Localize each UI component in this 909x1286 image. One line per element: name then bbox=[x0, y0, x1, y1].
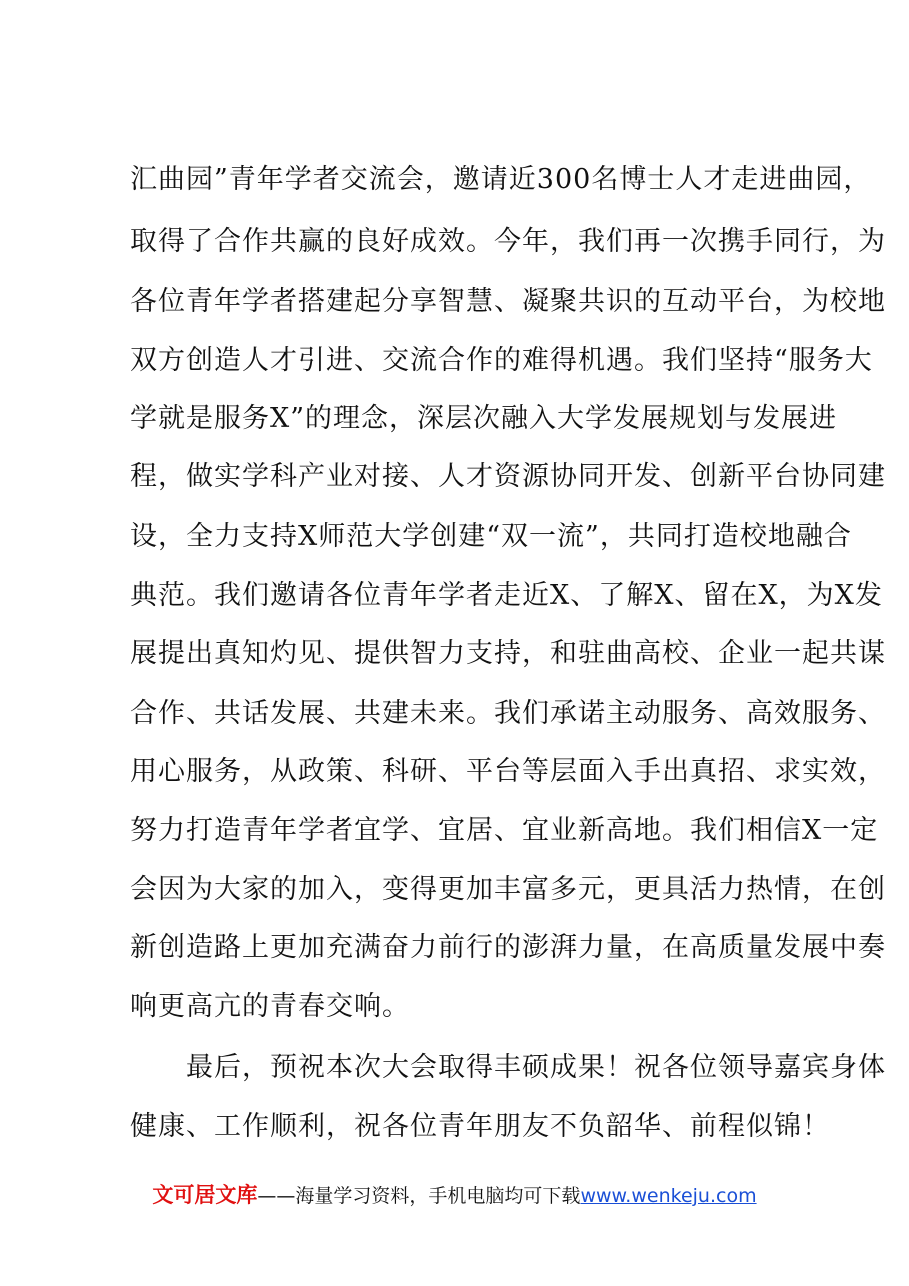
text-line: 各位青年学者搭建起分享智慧、凝聚共识的互动平台，为校地 bbox=[130, 286, 886, 317]
text-line: 用心服务，从政策、科研、平台等层面入手出真招、求实效， bbox=[130, 756, 886, 787]
text-line: 学就是服务X”的理念，深层次融入大学发展规划与发展进 bbox=[130, 403, 838, 434]
text-line: 新创造路上更加充满奋力前行的澎湃力量，在高质量发展中奏 bbox=[130, 932, 886, 963]
footer-website-link[interactable]: www.wenkeju.com bbox=[580, 1185, 757, 1207]
text-line: 响更高亢的青春交响。 bbox=[130, 991, 410, 1022]
text-line: 汇曲园”青年学者交流会，邀请近300名博士人才走进曲园， bbox=[130, 164, 872, 195]
text-line: 展提出真知灼见、提供智力支持，和驻曲高校、企业一起共谋 bbox=[130, 638, 886, 669]
text-line: 双方创造人才引进、交流合作的难得机遇。我们坚持“服务大 bbox=[130, 345, 873, 376]
footer-brand: 文可居文库 bbox=[152, 1183, 258, 1207]
text-line: 取得了合作共赢的良好成效。今年，我们再一次携手同行，为 bbox=[130, 226, 886, 257]
page-footer bbox=[0, 1180, 909, 1211]
text-line: 程，做实学科产业对接、人才资源协同开发、创新平台协同建 bbox=[130, 461, 886, 492]
text-line: 会因为大家的加入，变得更加丰富多元，更具活力热情，在创 bbox=[130, 874, 886, 905]
text-line: 努力打造青年学者宜学、宜居、宜业新高地。我们相信X一定 bbox=[130, 815, 879, 846]
text-line: 健康、工作顺利，祝各位青年朋友不负韶华、前程似锦！ bbox=[130, 1111, 830, 1142]
footer-slogan: ——海量学习资料，手机电脑均可下载 bbox=[257, 1185, 581, 1207]
text-line: 典范。我们邀请各位青年学者走近X、了解X、留在X，为X发 bbox=[130, 580, 883, 611]
text-line: 合作、共话发展、共建未来。我们承诺主动服务、高效服务、 bbox=[130, 698, 886, 729]
text-line: 设，全力支持X师范大学创建“双一流”，共同打造校地融合 bbox=[130, 521, 852, 552]
text-line: 最后，预祝本次大会取得丰硕成果！祝各位领导嘉宾身体 bbox=[130, 1052, 886, 1083]
